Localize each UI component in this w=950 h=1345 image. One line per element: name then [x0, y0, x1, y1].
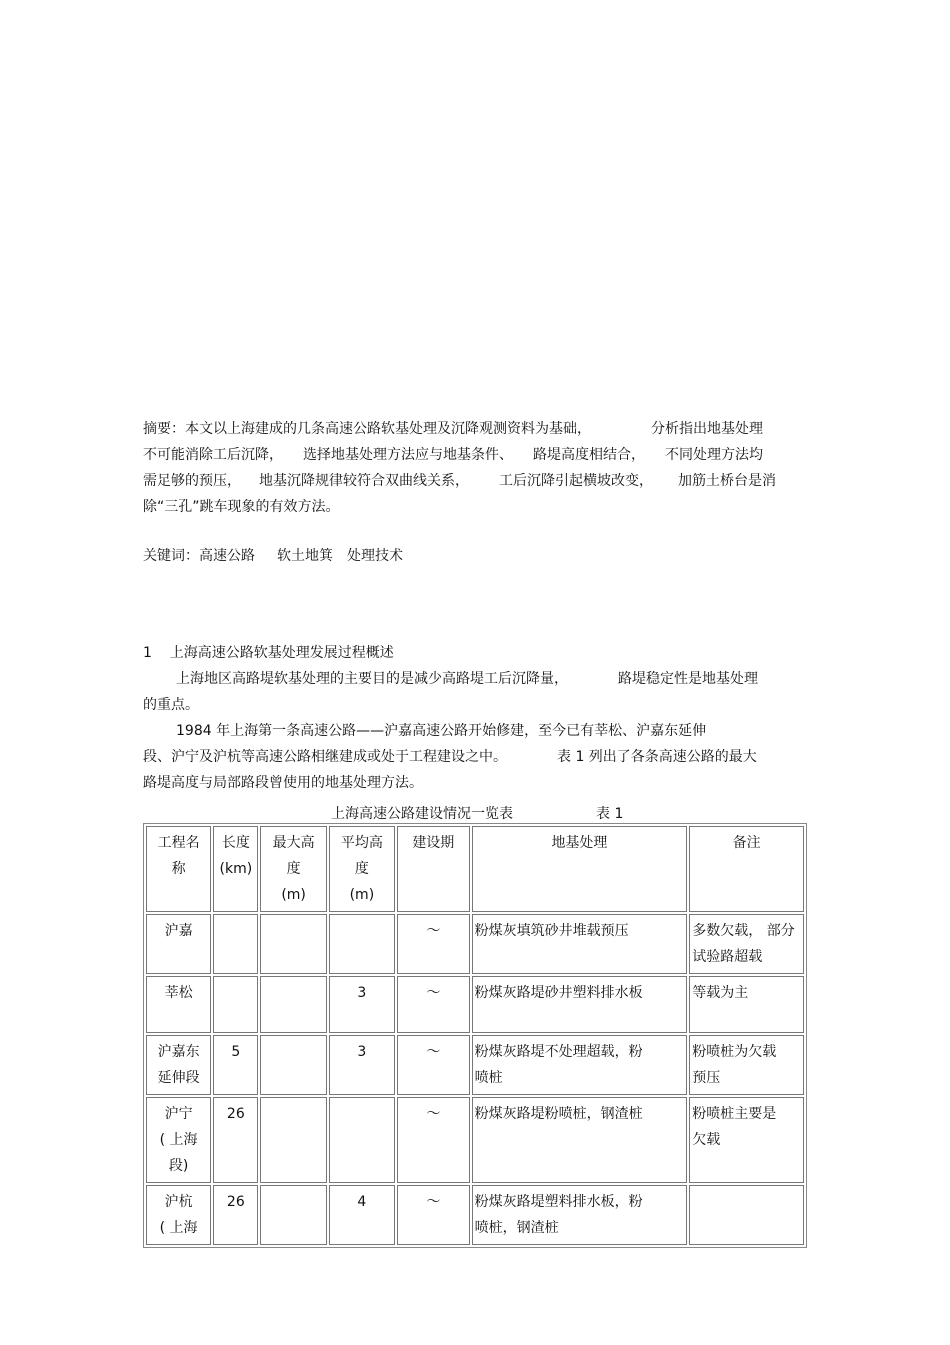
table-row	[146, 1035, 804, 1095]
table-row	[146, 976, 804, 1033]
cell-text: 粉煤灰路堤不处理超载，粉	[474, 1044, 643, 1060]
table-row	[146, 914, 804, 974]
cell-text: 多数欠载， 部分	[692, 923, 795, 939]
cell-text: 3	[357, 985, 367, 1001]
cell-text: ～	[426, 1194, 441, 1210]
table-cell	[397, 1185, 470, 1245]
abstract-line: 摘要：本文以上海建成的几条高速公路软基处理及沉降观测资料为基础， 分析指出地基处理	[143, 421, 763, 437]
cell-text: 长度	[221, 835, 250, 851]
column-header	[689, 826, 804, 912]
table-cell	[213, 1097, 258, 1183]
table-row	[146, 1185, 804, 1245]
table-cell	[689, 1185, 804, 1245]
cell-text: 延伸段	[157, 1070, 200, 1086]
column-header	[329, 826, 395, 912]
cell-text: 5	[231, 1044, 241, 1060]
table-cell	[260, 1185, 326, 1245]
cell-text: (km)	[219, 861, 253, 877]
table-cell	[329, 1035, 395, 1095]
cell-text: 度	[354, 861, 369, 877]
table-cell	[146, 1035, 211, 1095]
table-cell	[146, 914, 211, 974]
table-caption	[143, 803, 806, 823]
paragraph-line: 路堤高度与局部路段曾使用的地基处理方法。	[143, 775, 423, 791]
cell-text: ～	[426, 1106, 441, 1122]
cell-text: ( 上海	[159, 1132, 198, 1148]
paragraph-line: 段、沪宁及沪杭等高速公路相继建成或处于工程建设之中。 表 1 列出了各条高速公路的最大	[143, 749, 757, 765]
table-cell	[146, 976, 211, 1033]
abstract-line: 除“三孔”跳车现象的有效方法。	[143, 499, 340, 515]
cell-text: 地基处理	[551, 835, 608, 851]
cell-text: 粉喷桩为欠载	[692, 1044, 777, 1060]
table-cell	[213, 914, 258, 974]
column-header	[213, 826, 258, 912]
cell-text: 沪嘉东	[157, 1044, 200, 1060]
table-cell	[472, 976, 688, 1033]
cell-text: 26	[226, 1194, 245, 1210]
table-row	[146, 1097, 804, 1183]
paragraph-line: 上海地区高路堤软基处理的主要目的是减少高路堤工后沉降量， 路堤稳定性是地基处理	[176, 671, 758, 687]
table-cell	[329, 1185, 395, 1245]
cell-text: ～	[426, 985, 441, 1001]
cell-text: 平均高	[340, 835, 383, 851]
cell-text: 最大高	[272, 835, 315, 851]
cell-text: 沪嘉	[164, 923, 193, 939]
column-header	[146, 826, 211, 912]
cell-text: 26	[226, 1106, 245, 1122]
table-cell	[472, 1097, 688, 1183]
column-header	[472, 826, 688, 912]
keywords	[143, 543, 803, 569]
table-number: 表 1	[596, 806, 624, 822]
cell-text: 建设期	[412, 835, 455, 851]
cell-text: 粉煤灰路堤塑料排水板，粉	[474, 1194, 643, 1210]
table-cell	[213, 1185, 258, 1245]
table-cell	[260, 1035, 326, 1095]
section-heading: 1 上海高速公路软基处理发展过程概述	[143, 645, 394, 661]
cell-text: 试验路超载	[692, 949, 763, 965]
abstract-line: 不可能消除工后沉降， 选择地基处理方法应与地基条件、 路堤高度相结合， 不同处理方法均	[143, 447, 763, 463]
cell-text: 3	[357, 1044, 367, 1060]
cell-text: 工程名	[157, 835, 200, 851]
paragraph-line: 的重点。	[143, 697, 199, 713]
cell-text: 莘松	[164, 985, 193, 1001]
table-cell	[146, 1185, 211, 1245]
keywords-label: 关键词：高速公路	[143, 548, 255, 564]
cell-text: ～	[426, 1044, 441, 1060]
table-cell	[329, 914, 395, 974]
table-cell	[472, 914, 688, 974]
table-cell	[397, 1035, 470, 1095]
cell-text: 备注	[732, 835, 761, 851]
cell-text: ( 上海	[159, 1220, 198, 1236]
table-cell	[213, 1035, 258, 1095]
table-1	[143, 823, 807, 1248]
cell-text: 等载为主	[692, 985, 749, 1001]
cell-text: 4	[357, 1194, 367, 1210]
table-cell	[397, 914, 470, 974]
table-cell	[397, 1097, 470, 1183]
abstract	[143, 416, 803, 520]
table-cell	[260, 976, 326, 1033]
table-cell	[213, 976, 258, 1033]
table-cell	[689, 976, 804, 1033]
table-cell	[329, 1097, 395, 1183]
table-cell	[329, 976, 395, 1033]
cell-text: (m)	[349, 887, 375, 903]
table-cell	[146, 1097, 211, 1183]
cell-text: 粉煤灰填筑砂井堆载预压	[474, 923, 629, 939]
cell-text: 喷桩	[474, 1070, 503, 1086]
column-header	[260, 826, 326, 912]
cell-text: (m)	[281, 887, 306, 903]
table-cell	[260, 1097, 326, 1183]
cell-text: 粉煤灰路堤砂井塑料排水板	[474, 985, 643, 1001]
cell-text: 度	[286, 861, 301, 877]
cell-text: 粉煤灰路堤粉喷桩，钢渣桩	[474, 1106, 643, 1122]
cell-text: 粉喷桩主要是	[692, 1106, 777, 1122]
table-header-row	[146, 826, 804, 912]
cell-text: 欠载	[692, 1132, 721, 1148]
cell-text: 沪杭	[164, 1194, 193, 1210]
table-cell	[689, 1035, 804, 1095]
table-cell	[689, 1097, 804, 1183]
cell-text: 段)	[168, 1158, 189, 1174]
table-title: 上海高速公路建设情况一览表	[331, 806, 513, 822]
table-cell	[397, 976, 470, 1033]
keyword: 处理技术	[347, 548, 403, 564]
column-header	[397, 826, 470, 912]
cell-text: 预压	[692, 1070, 721, 1086]
cell-text: 沪宁	[164, 1106, 193, 1122]
table-cell	[260, 914, 326, 974]
table-cell	[472, 1185, 688, 1245]
paragraph-line: 1984 年上海第一条高速公路——沪嘉高速公路开始修建，至今已有莘松、沪嘉东延伸	[176, 723, 707, 739]
section-1	[143, 640, 803, 796]
cell-text: ～	[426, 923, 441, 939]
table-cell	[689, 914, 804, 974]
table-cell	[472, 1035, 688, 1095]
keyword: 软土地箕	[277, 548, 333, 564]
cell-text: 喷桩，钢渣桩	[474, 1220, 559, 1236]
abstract-line: 需足够的预压， 地基沉降规律较符合双曲线关系， 工后沉降引起横坡改变， 加筋土桥台是消	[143, 473, 776, 489]
cell-text: 称	[171, 861, 186, 877]
